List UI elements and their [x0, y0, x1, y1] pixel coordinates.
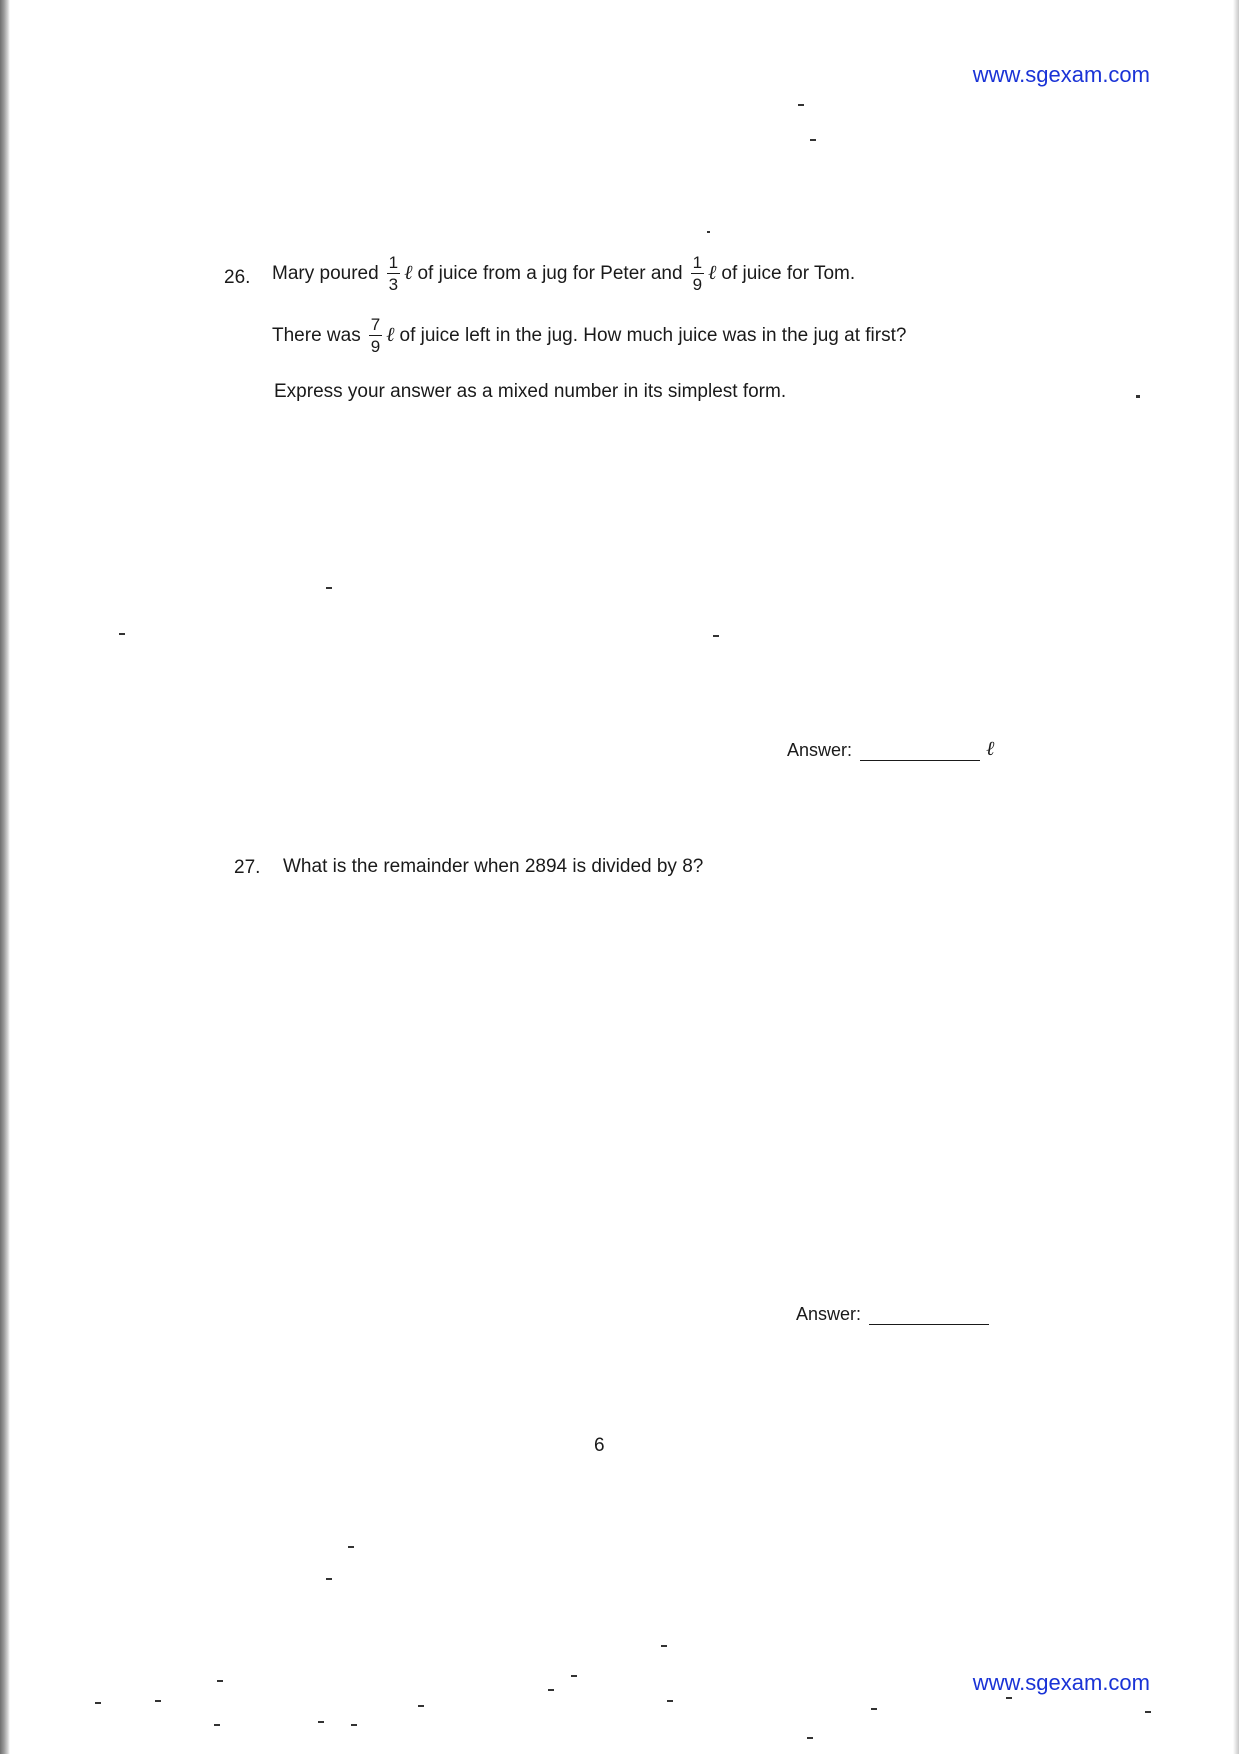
- scan-right-edge: [1233, 0, 1239, 1754]
- q26-text-2: of juice from a jug for Peter and: [417, 262, 683, 284]
- scan-speck: [348, 1546, 354, 1548]
- question-26-line-1: [272, 254, 855, 293]
- answer-blank[interactable]: [869, 1306, 989, 1325]
- fraction-one-ninth: [691, 254, 704, 293]
- question-27-answer: [796, 1304, 989, 1325]
- scan-speck: [807, 1737, 813, 1739]
- litre-symbol: ℓ: [386, 324, 395, 346]
- scan-speck: [810, 139, 816, 141]
- scan-speck: [155, 1700, 161, 1702]
- answer-blank[interactable]: [860, 742, 980, 761]
- scan-speck: [713, 635, 719, 637]
- q26-text-1: Mary poured: [272, 262, 379, 284]
- litre-symbol: ℓ: [986, 738, 995, 760]
- answer-label: Answer:: [796, 1304, 862, 1324]
- scan-speck: [1136, 395, 1140, 398]
- scan-speck: [661, 1645, 667, 1647]
- question-27-text: What is the remainder when 2894 is divided by 8?: [283, 856, 704, 877]
- watermark-top[interactable]: www.sgexam.com: [972, 62, 1150, 87]
- q26-text-4: There was: [272, 324, 361, 346]
- fraction-numerator: 1: [388, 253, 399, 272]
- scan-left-edge: [0, 0, 10, 1754]
- fraction-numerator: 7: [370, 315, 381, 334]
- fraction-denominator: 9: [370, 337, 381, 356]
- scan-speck: [351, 1724, 357, 1726]
- scan-speck: [326, 587, 332, 589]
- fraction-denominator: 9: [692, 275, 703, 294]
- fraction-denominator: 3: [388, 275, 399, 294]
- q26-text-3: of juice for Tom.: [721, 262, 856, 284]
- scan-speck: [798, 104, 804, 106]
- scan-speck: [326, 1578, 332, 1580]
- scan-speck: [217, 1680, 223, 1682]
- watermark-bottom[interactable]: www.sgexam.com: [972, 1670, 1150, 1695]
- scan-speck: [214, 1724, 220, 1726]
- question-26-number: 26.: [224, 267, 251, 288]
- scan-speck: [318, 1721, 324, 1723]
- litre-symbol: ℓ: [708, 262, 717, 284]
- scan-speck: [95, 1702, 101, 1704]
- page-number: 6: [594, 1435, 605, 1456]
- scan-speck: [707, 231, 710, 233]
- question-26-line-2: [272, 316, 906, 355]
- scan-speck: [571, 1675, 577, 1677]
- fraction-numerator: 1: [692, 253, 703, 272]
- fraction-seven-ninths: [369, 316, 382, 355]
- question-27-number: 27.: [234, 857, 261, 878]
- scan-speck: [871, 1708, 877, 1710]
- scan-speck: [1145, 1711, 1151, 1713]
- scan-speck: [1006, 1697, 1012, 1699]
- fraction-one-third: [387, 254, 400, 293]
- scan-speck: [119, 633, 125, 635]
- question-26-answer: [787, 738, 994, 761]
- answer-label: Answer:: [787, 740, 853, 760]
- scan-speck: [418, 1705, 424, 1707]
- scan-speck: [548, 1689, 554, 1691]
- litre-symbol: ℓ: [404, 262, 413, 284]
- q26-text-5: of juice left in the jug. How much juice was in the jug at first?: [399, 324, 907, 346]
- scan-speck: [667, 1700, 673, 1702]
- question-26-line-3: Express your answer as a mixed number in its simplest form.: [274, 381, 787, 402]
